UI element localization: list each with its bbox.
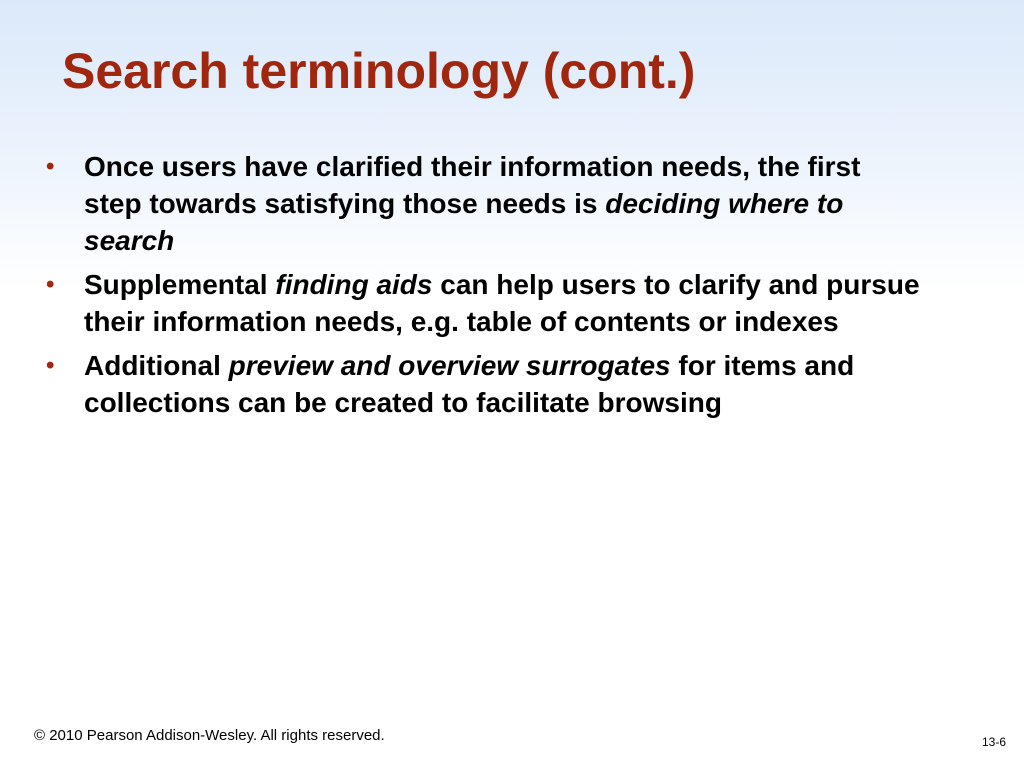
bullet-text-emphasis: finding aids bbox=[275, 269, 433, 300]
bullet-text bbox=[84, 151, 860, 256]
copyright-notice: © 2010 Pearson Addison-Wesley. All rights reserved. bbox=[34, 727, 385, 744]
bullet-text bbox=[84, 269, 920, 337]
bullet-marker: • bbox=[46, 271, 55, 298]
bullet-list bbox=[44, 148, 924, 428]
bullet-item bbox=[44, 347, 924, 421]
bullet-marker: • bbox=[46, 153, 55, 180]
bullet-item bbox=[44, 148, 924, 259]
bullet-text-emphasis: preview and overview surrogates bbox=[228, 350, 671, 381]
bullet-item bbox=[44, 266, 924, 340]
bullet-text-segment: Once users have clarified their information needs, the first step towards satisfying those needs is bbox=[84, 151, 861, 219]
bullet-marker: • bbox=[46, 352, 55, 379]
page-number: 13-6 bbox=[981, 735, 1006, 749]
bullet-text-segment: Additional bbox=[84, 350, 229, 381]
bullet-text-segment: can help users to clarify and pursue their information needs, e.g. table of contents or indexes bbox=[84, 269, 920, 337]
bullet-text bbox=[84, 350, 854, 418]
bullet-text-emphasis: deciding where to search bbox=[84, 188, 844, 256]
bullet-text-segment: for items and collections can be created to facilitate browsing bbox=[84, 350, 855, 418]
bullet-text-segment: Supplemental bbox=[84, 269, 276, 300]
slide-title: Search terminology (cont.) bbox=[62, 43, 696, 99]
